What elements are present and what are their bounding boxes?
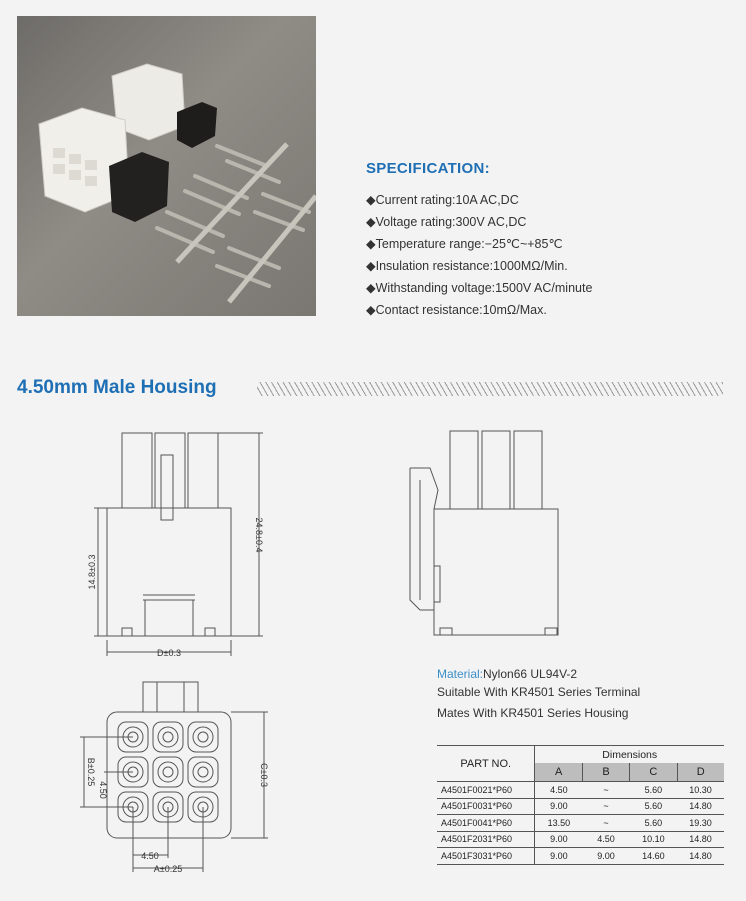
material-label: Material: [437, 667, 484, 681]
cell-a: 9.00 [535, 798, 582, 815]
cell-c: 5.60 [630, 815, 677, 832]
cell-b: ~ [582, 798, 629, 815]
table-row [437, 848, 724, 865]
section-title: 4.50mm Male Housing [17, 377, 217, 398]
column-header-c: C [630, 763, 677, 782]
cell-part-no: A4501F0031*P60 [437, 798, 535, 815]
table-row [437, 831, 724, 848]
cell-part-no: A4501F2031*P60 [437, 831, 535, 848]
dim-a: A±0.25 [153, 864, 183, 874]
cell-a: 4.50 [535, 782, 582, 799]
cell-c: 14.60 [630, 848, 677, 865]
dim-height-outer: 24.8±0.4 [254, 517, 264, 553]
cell-d: 10.30 [677, 782, 724, 799]
cell-part-no: A4501F0041*P60 [437, 815, 535, 832]
column-header-b: B [582, 763, 629, 782]
table-row [437, 782, 724, 799]
spec-voltage-rating: ◆Voltage rating:300V AC,DC [366, 215, 527, 229]
column-header-a: A [535, 763, 582, 782]
material-block [437, 665, 640, 701]
cell-c: 5.60 [630, 798, 677, 815]
spec-title: SPECIFICATION: [366, 160, 490, 177]
cell-c: 5.60 [630, 782, 677, 799]
dim-pitch-vertical: 4.50 [98, 781, 108, 799]
cell-d: 14.80 [677, 848, 724, 865]
spec-contact-resistance: ◆Contact resistance:10mΩ/Max. [366, 303, 547, 317]
material-line [437, 665, 640, 683]
cell-b: ~ [582, 782, 629, 799]
table-row [437, 815, 724, 832]
cell-part-no: A4501F3031*P60 [437, 848, 535, 865]
cell-b: 9.00 [582, 848, 629, 865]
material-value: Nylon66 UL94V-2 [483, 667, 578, 681]
front-view-drawing [94, 433, 263, 656]
table-row [437, 798, 724, 815]
dimensions-table [437, 745, 724, 865]
dim-width-d: D±0.3 [157, 648, 181, 658]
cell-a: 9.00 [535, 848, 582, 865]
table-header-row [437, 746, 724, 764]
dim-c: C±0.3 [259, 763, 269, 787]
cell-d: 19.30 [677, 815, 724, 832]
cell-part-no: A4501F0021*P60 [437, 782, 535, 799]
cell-a: 9.00 [535, 831, 582, 848]
cell-a: 13.50 [535, 815, 582, 832]
cell-d: 14.80 [677, 798, 724, 815]
cell-d: 14.80 [677, 831, 724, 848]
spec-current-rating: ◆Current rating:10A AC,DC [366, 193, 519, 207]
cell-c: 10.10 [630, 831, 677, 848]
column-header-d: D [677, 763, 724, 782]
cell-b: 4.50 [582, 831, 629, 848]
spec-temperature-range: ◆Temperature range:−25℃~+85℃ [366, 237, 563, 251]
dimensions-header: Dimensions [535, 746, 724, 764]
dim-height-inner: 14.8±0.3 [87, 554, 97, 590]
side-view-drawing [410, 431, 558, 635]
cell-b: ~ [582, 815, 629, 832]
dim-b: B±0.25 [86, 757, 96, 787]
dim-pitch-horizontal: 4.50 [141, 851, 159, 861]
suitable-terminal-line: Suitable With KR4501 Series Terminal [437, 685, 641, 699]
spec-withstanding-voltage: ◆Withstanding voltage:1500V AC/minute [366, 281, 593, 295]
spec-insulation-resistance: ◆Insulation resistance:1000MΩ/Min. [366, 259, 568, 273]
mates-housing-line: Mates With KR4501 Series Housing [437, 706, 629, 720]
part-no-header: PART NO. [437, 746, 535, 782]
bottom-view-drawing [80, 682, 268, 872]
